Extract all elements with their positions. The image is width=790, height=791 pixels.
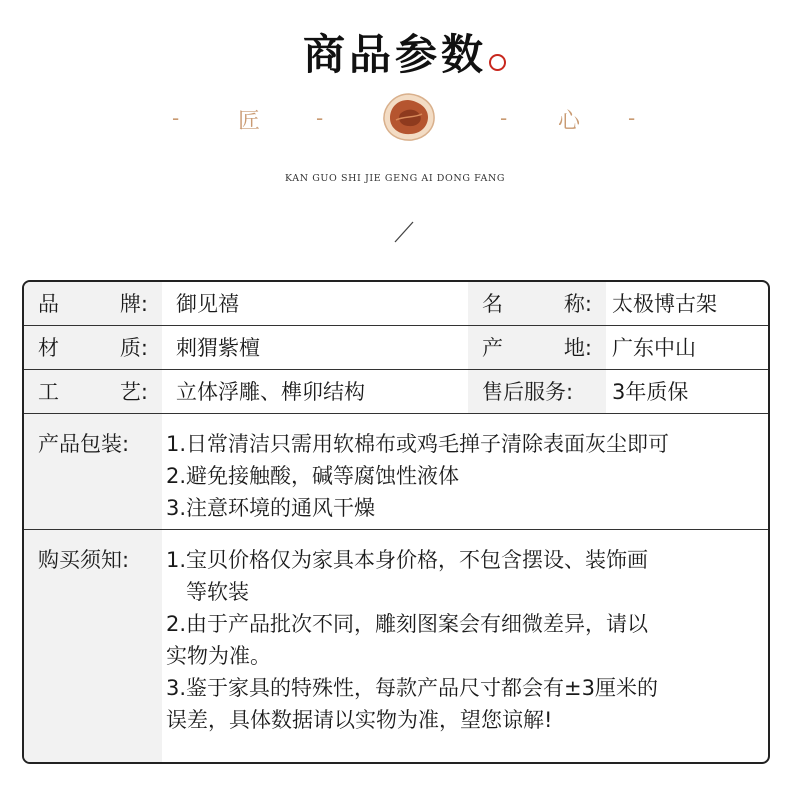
packaging-line: 3.注意环境的通风干燥 xyxy=(166,496,376,520)
ornament-dash: - xyxy=(316,106,324,130)
label-origin: 产 地: xyxy=(468,326,606,369)
value-after-sales: 3年质保 xyxy=(612,380,689,404)
spec-row xyxy=(24,282,768,326)
packaging-line: 2.避免接触酸，碱等腐蚀性液体 xyxy=(166,464,460,488)
red-circle-mark xyxy=(489,54,506,71)
value-brand: 御见禧 xyxy=(176,292,239,316)
label-material: 材 质: xyxy=(24,326,162,369)
ornament-dash: - xyxy=(628,106,636,130)
spec-table xyxy=(22,280,770,764)
packaging-line: 1.日常清洁只需用软棉布或鸡毛掸子清除表面灰尘即可 xyxy=(166,432,670,456)
value-material: 刺猬紫檀 xyxy=(176,336,260,360)
page-title: 商品参数 xyxy=(302,30,487,79)
label-purchase-notes: 购买须知: xyxy=(24,530,162,762)
value-origin: 广东中山 xyxy=(612,336,696,360)
value-name: 太极博古架 xyxy=(612,292,717,316)
packaging-section xyxy=(24,414,768,530)
label-packaging: 产品包装: xyxy=(24,414,162,529)
label-brand: 品 牌: xyxy=(24,282,162,325)
value-craft: 立体浮雕、榫卯结构 xyxy=(176,380,365,404)
label-name: 名 称: xyxy=(468,282,606,325)
note-line: 1.宝贝价格仅为家具本身价格，不包含摆设、装饰画 xyxy=(166,548,649,572)
packaging-lines xyxy=(166,428,726,524)
ornament-dash: - xyxy=(500,106,508,130)
ornament-left-char: 匠 xyxy=(238,109,261,134)
spec-row xyxy=(24,326,768,370)
slash-divider xyxy=(393,220,415,244)
wood-slice-icon xyxy=(382,92,436,142)
note-line: 误差，具体数据请以实物为准，望您谅解! xyxy=(166,708,553,732)
note-line: 2.由于产品批次不同，雕刻图案会有细微差异，请以 xyxy=(166,612,649,636)
subtitle: KAN GUO SHI JIE GENG AI DONG FANG xyxy=(284,173,506,184)
purchase-notes-lines xyxy=(166,544,726,736)
note-line: 3.鉴于家具的特殊性，每款产品尺寸都会有±3厘米的 xyxy=(166,676,658,700)
purchase-notes-section xyxy=(24,530,768,762)
ornament-right-char: 心 xyxy=(558,109,581,134)
label-craft: 工 艺: xyxy=(24,370,162,413)
spec-row xyxy=(24,370,768,414)
label-after-sales: 售后服务: xyxy=(468,370,606,413)
note-line: 实物为准。 xyxy=(166,644,271,668)
note-line: 等软装 xyxy=(186,580,249,604)
ornament-dash: - xyxy=(172,106,180,130)
